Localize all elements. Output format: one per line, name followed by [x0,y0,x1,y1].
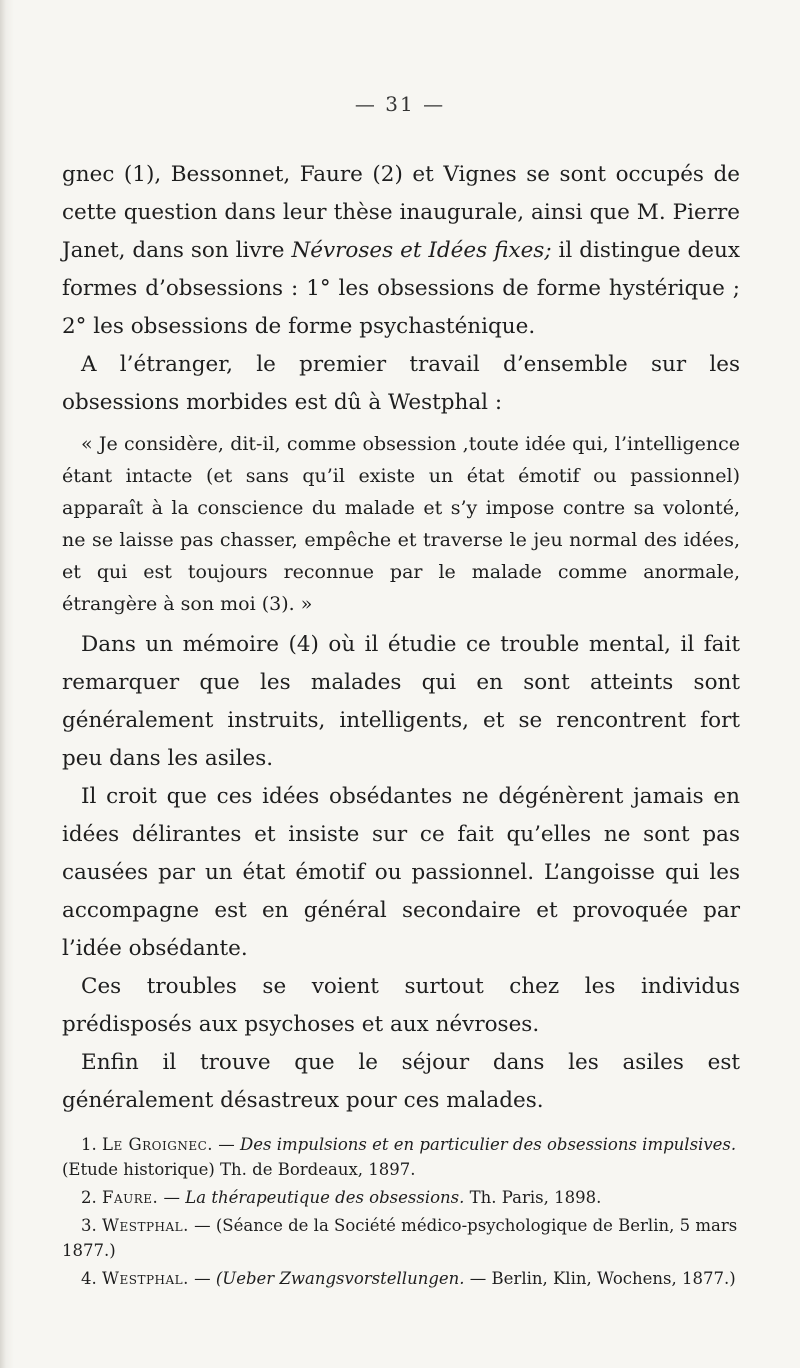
footnote-author: Le Groignec. [102,1135,214,1154]
page-body [62,156,740,1291]
footnote-2 [62,1185,740,1210]
footnote-rest: (Etude historique) Th. de Bordeaux, 1897. [62,1160,416,1179]
footnote-sep: — [158,1188,186,1207]
footnote-number: 2. [81,1188,97,1207]
footnote-title: La thérapeutique des obsessions. [185,1188,465,1207]
footnote-rest: — Berlin, Klin, Wochens, 1877.) [464,1269,736,1288]
footnote-sep: — [188,1269,216,1288]
paragraph-1-text-b: il distingue deux formes d’obsessions : 1° les obsessions de forme hystérique ; 2° les obsessions de forme psychasténique. [62,238,740,339]
footnote-author: Westphal. [102,1216,189,1235]
footnote-4 [62,1266,740,1291]
paragraph-6: Ces troubles se voient surtout chez les individus prédisposés aux psychoses et aux névroses. [62,974,740,1037]
footnote-rest: Th. Paris, 1898. [464,1188,602,1207]
footnote-rest: (Séance de la Société médico-psychologique de Berlin, 5 mars 1877.) [62,1216,738,1260]
paragraph-2: A l’étranger, le premier travail d’ensemble sur les obsessions morbides est dû à Westphal : [62,352,740,415]
footnote-number: 3. [81,1216,97,1235]
paragraph-1 [62,156,740,346]
paragraph-1-text-a: gnec (1), Bessonnet, Faure (2) et Vignes se sont occupés de cette question dans leur thèse inaugurale, ainsi que M. Pierre Janet, dans son livre [62,162,740,263]
westphal-quote: « Je considère, dit-il, comme obsession ,toute idée qui, l’intelligence étant intacte (et sans qu’il existe un état émotif ou passionnel) apparaît à la conscience du malade et s’y impose contre sa volonté, ne se laisse pas chasser, empêche et traverse le jeu normal des idées, et qui est toujours reconnue par le malade comme anormale, étrangère à son moi (3). » [62,433,740,615]
page-edge-shadow [0,0,14,1368]
footnote-number: 4. [81,1269,97,1288]
footnote-author: Westphal. [102,1269,189,1288]
footnote-title: (Ueber Zwangsvorstellungen. [215,1269,465,1288]
paragraph-4: Dans un mémoire (4) où il étudie ce trouble mental, il fait remarquer que les malades qui en sont atteints sont généralement instruits, intelligents, et se rencontrent fort peu dans les asiles. [62,632,740,771]
footnote-sep: — [188,1216,216,1235]
footnote-author: Faure. [102,1188,159,1207]
footnote-number: 1. [81,1135,97,1154]
paragraph-5: Il croit que ces idées obsédantes ne dégénèrent jamais en idées délirantes et insiste sur ce fait qu’elles ne sont pas causées par un état émotif ou passionnel. L’angoisse qui les accompagne est en général secondaire et provoquée par l’idée obsédante. [62,784,740,961]
book-title: Névroses et Idées fixes; [291,238,552,263]
footnote-1 [62,1132,740,1182]
page-number: — 31 — [354,92,446,116]
footnote-sep: — [213,1135,241,1154]
footnotes [62,1132,740,1291]
footnote-title: Des impulsions et en particulier des obsessions impulsives. [240,1135,737,1154]
paragraph-7: Enfin il trouve que le séjour dans les asiles est généralement désastreux pour ces malades. [62,1050,740,1113]
footnote-3 [62,1213,740,1263]
